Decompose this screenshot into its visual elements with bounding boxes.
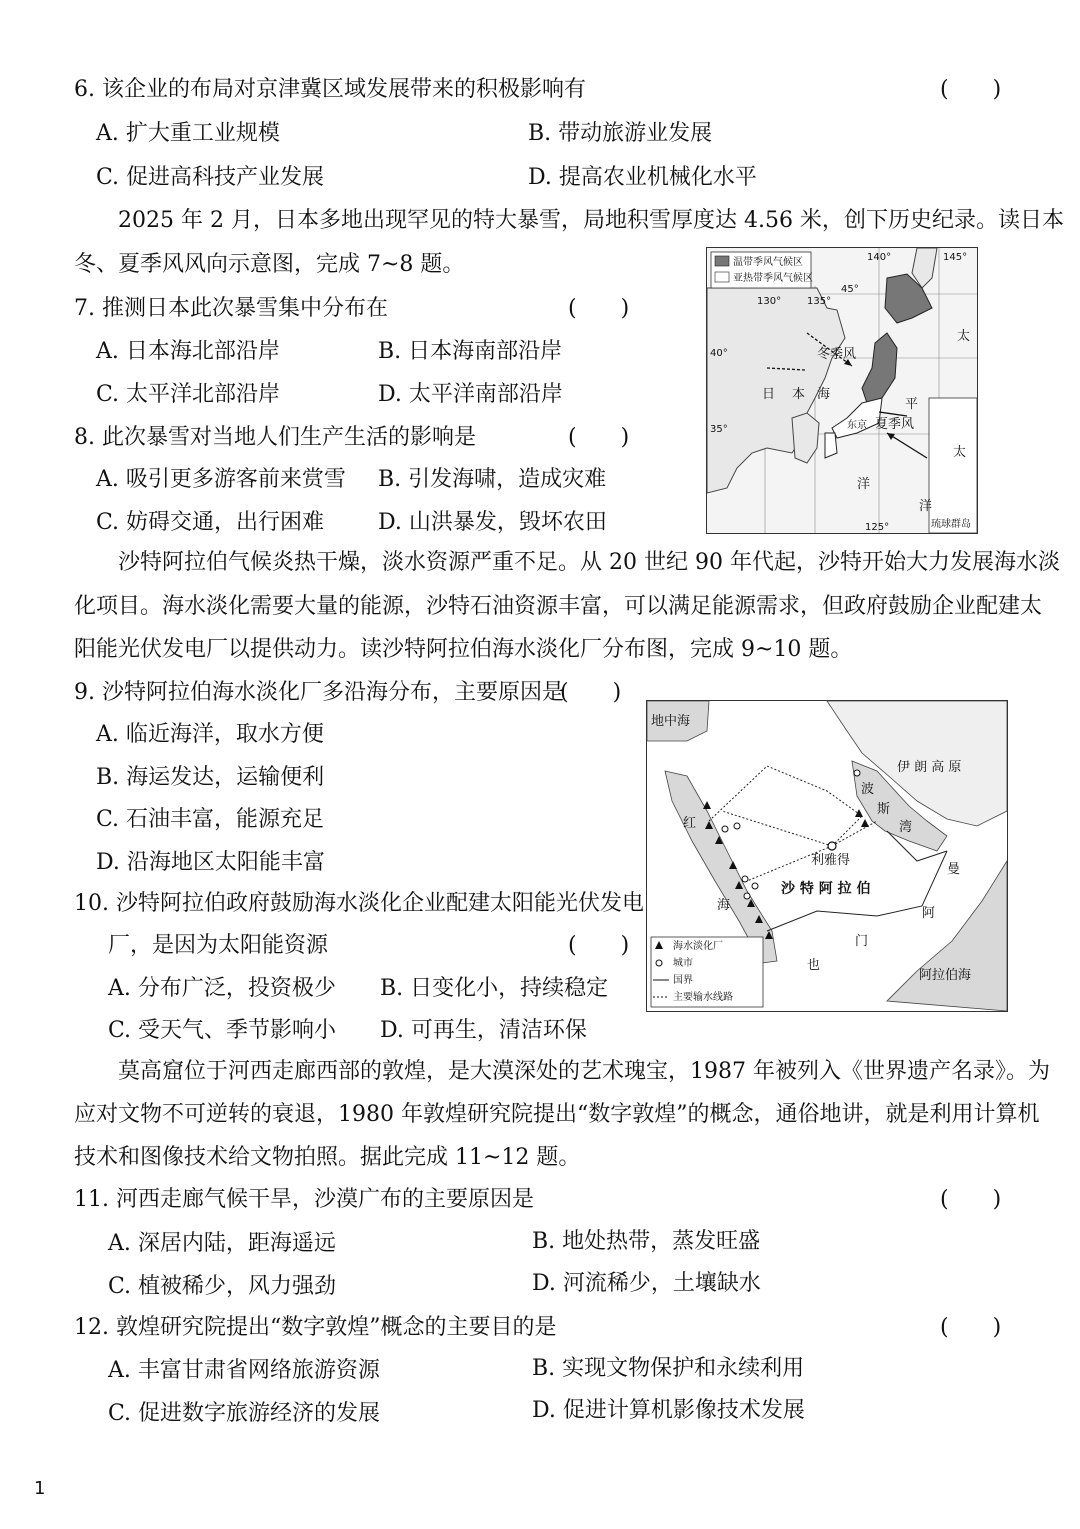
gulf-char-bo: 波 bbox=[861, 782, 875, 797]
q11-option-b[interactable]: B. 地处热带，蒸发旺盛 bbox=[532, 1229, 761, 1254]
legend-city-symbol bbox=[656, 960, 662, 966]
gulf-char-wan: 湾 bbox=[899, 820, 913, 835]
winter-wind-label: 冬季风 bbox=[817, 347, 857, 362]
inset-yang: 洋 bbox=[919, 499, 933, 514]
passage-japan-line1: 2025 年 2 月，日本多地出现罕见的特大暴雪，局地积雪厚度达 4.56 米，创下历史纪录。读日本 bbox=[118, 208, 1064, 233]
legend-temperate-swatch bbox=[715, 256, 729, 266]
summer-wind-label: 夏季风 bbox=[875, 417, 915, 432]
q9-stem: 9. 沙特阿拉伯海水淡化厂多沿海分布，主要原因是 bbox=[74, 680, 564, 705]
q12-option-d[interactable]: D. 促进计算机影像技术发展 bbox=[532, 1398, 805, 1423]
red-sea-char-hai: 海 bbox=[717, 898, 731, 913]
legend-pipeline-label: 主要输水线路 bbox=[673, 992, 733, 1003]
q8-option-c[interactable]: C. 妨碍交通，出行困难 bbox=[96, 510, 325, 535]
q9-option-b[interactable]: B. 海运发达，运输便利 bbox=[96, 765, 325, 790]
riyadh-label: 利雅得 bbox=[811, 853, 851, 868]
japan-map-svg bbox=[707, 248, 977, 533]
pacific-char-3: 洋 bbox=[857, 477, 871, 492]
saudi-desalination-map bbox=[646, 700, 1008, 1012]
q8-option-b[interactable]: B. 引发海啸，造成灾难 bbox=[378, 467, 607, 492]
passage-japan-line2: 冬、夏季风风向示意图，完成 7~8 题。 bbox=[74, 252, 465, 277]
japan-monsoon-map bbox=[706, 247, 978, 534]
tick-140: 140° bbox=[867, 252, 892, 263]
q6-option-d[interactable]: D. 提高农业机械化水平 bbox=[528, 165, 757, 190]
q12-option-a[interactable]: A. 丰富甘肃省网络旅游资源 bbox=[108, 1358, 380, 1383]
passage-saudi-line3: 阳能光伏发电厂以提供动力。读沙特阿拉伯海水淡化厂分布图，完成 9~10 题。 bbox=[74, 637, 853, 662]
passage-dunhuang-line2: 应对文物不可逆转的衰退，1980 年敦煌研究院提出“数字敦煌”的概念，通俗地讲，就是利用计算机 bbox=[74, 1102, 1040, 1127]
sea-of-japan-char-1: 日 bbox=[762, 387, 776, 402]
q6-option-a[interactable]: A. 扩大重工业规模 bbox=[96, 121, 280, 146]
page-number: 1 bbox=[34, 1478, 46, 1499]
legend-temperate-label: 温带季风气候区 bbox=[733, 257, 803, 268]
q7-option-d[interactable]: D. 太平洋南部沿岸 bbox=[378, 382, 563, 407]
q6-answer-bracket[interactable]: ( ) bbox=[940, 77, 1002, 102]
passage-dunhuang-line1: 莫高窟位于河西走廊西部的敦煌，是大漠深处的艺术瑰宝，1987 年被列入《世界遗产名录》。为 bbox=[118, 1059, 1050, 1084]
q8-answer-bracket[interactable]: ( ) bbox=[568, 425, 630, 450]
q11-option-d[interactable]: D. 河流稀少，土壤缺水 bbox=[532, 1271, 761, 1296]
sea-of-japan-char-2: 本 bbox=[792, 387, 806, 402]
q10-option-a[interactable]: A. 分布广泛，投资极少 bbox=[108, 976, 336, 1001]
legend-plant-label: 海水淡化厂 bbox=[673, 941, 723, 952]
legend-subtropical-label: 亚热带季风气候区 bbox=[733, 273, 813, 284]
q11-option-c[interactable]: C. 植被稀少，风力强劲 bbox=[108, 1274, 337, 1299]
legend-border-label: 国界 bbox=[673, 975, 693, 986]
saudi-label: 沙 特 阿 拉 伯 bbox=[781, 881, 871, 897]
q11-answer-bracket[interactable]: ( ) bbox=[940, 1187, 1002, 1212]
pacific-char-2: 平 bbox=[905, 397, 919, 412]
q11-option-a[interactable]: A. 深居内陆，距海遥远 bbox=[108, 1231, 336, 1256]
riyadh-marker bbox=[828, 842, 836, 850]
summer-wind-arrow-2 bbox=[879, 412, 907, 416]
q6-stem: 6. 该企业的布局对京津冀区域发展带来的积极影响有 bbox=[74, 77, 586, 102]
q10-option-c[interactable]: C. 受天气、季节影响小 bbox=[108, 1018, 337, 1043]
q7-option-a[interactable]: A. 日本海北部沿岸 bbox=[96, 339, 280, 364]
q9-option-a[interactable]: A. 临近海洋，取水方便 bbox=[96, 722, 324, 747]
q12-option-b[interactable]: B. 实现文物保护和永续利用 bbox=[532, 1356, 805, 1381]
q12-stem: 12. 敦煌研究院提出“数字敦煌”概念的主要目的是 bbox=[74, 1315, 557, 1340]
ryukyu-label: 琉球群岛 bbox=[931, 519, 971, 530]
q12-option-c[interactable]: C. 促进数字旅游经济的发展 bbox=[108, 1401, 381, 1426]
q10-stem-line1: 10. 沙特阿拉伯政府鼓励海水淡化企业配建太阳能光伏发电 bbox=[74, 891, 644, 916]
legend-subtropical-swatch bbox=[715, 272, 729, 282]
tick-40: 40° bbox=[710, 348, 728, 359]
tick-45: 45° bbox=[841, 284, 859, 295]
gulf-char-si: 斯 bbox=[877, 802, 891, 817]
q10-answer-bracket[interactable]: ( ) bbox=[568, 933, 630, 958]
inset-tai: 太 bbox=[953, 445, 967, 460]
tick-135: 135° bbox=[807, 296, 832, 307]
tick-125: 125° bbox=[865, 522, 890, 533]
legend-city-label: 城市 bbox=[673, 958, 693, 969]
ryukyu-inset bbox=[929, 398, 977, 533]
passage-saudi-line1: 沙特阿拉伯气候炎热干燥，淡水资源严重不足。从 20 世纪 90 年代起，沙特开始大力发展海水淡 bbox=[118, 550, 1060, 575]
arabian-sea-label: 阿拉伯海 bbox=[919, 968, 972, 983]
passage-dunhuang-line3: 技术和图像技术给文物拍照。据此完成 11~12 题。 bbox=[74, 1145, 581, 1170]
honshu-north bbox=[862, 333, 897, 403]
oman-char-1: 曼 bbox=[947, 862, 961, 877]
q6-option-c[interactable]: C. 促进高科技产业发展 bbox=[96, 165, 325, 190]
tokyo-label: 东京 bbox=[847, 420, 867, 431]
q8-option-d[interactable]: D. 山洪暴发，毁坏农田 bbox=[378, 510, 607, 535]
q9-option-c[interactable]: C. 石油丰富，能源充足 bbox=[96, 807, 325, 832]
pacific-char-1: 太 bbox=[957, 329, 971, 344]
q8-stem: 8. 此次暴雪对当地人们生产生活的影响是 bbox=[74, 425, 476, 450]
q10-stem-line2: 厂，是因为太阳能资源 bbox=[108, 933, 329, 958]
tick-35: 35° bbox=[710, 424, 728, 435]
med-label: 地中海 bbox=[651, 714, 691, 729]
passage-saudi-line2: 化项目。海水淡化需要大量的能源，沙特石油资源丰富，可以满足能源需求，但政府鼓励企业配建太 bbox=[74, 594, 1043, 619]
q7-option-c[interactable]: C. 太平洋北部沿岸 bbox=[96, 382, 281, 407]
yemen-char-1: 门 bbox=[855, 934, 869, 949]
q12-answer-bracket[interactable]: ( ) bbox=[940, 1315, 1002, 1340]
q6-option-b[interactable]: B. 带动旅游业发展 bbox=[528, 121, 713, 146]
red-sea-char-hong: 红 bbox=[683, 816, 697, 831]
tick-130: 130° bbox=[757, 296, 782, 307]
kyushu bbox=[825, 433, 837, 458]
sea-of-japan-char-3: 海 bbox=[817, 387, 831, 402]
q7-stem: 7. 推测日本此次暴雪集中分布在 bbox=[74, 296, 388, 321]
saudi-map-svg bbox=[647, 701, 1007, 1011]
q9-option-d[interactable]: D. 沿海地区太阳能丰富 bbox=[96, 850, 325, 875]
q10-option-d[interactable]: D. 可再生，清洁环保 bbox=[380, 1018, 587, 1043]
q7-option-b[interactable]: B. 日本海南部沿岸 bbox=[378, 339, 563, 364]
iran-label: 伊 朗 高 原 bbox=[897, 760, 962, 775]
oman-char-2: 阿 bbox=[922, 906, 936, 921]
q9-answer-bracket[interactable]: ( ) bbox=[560, 680, 622, 705]
q8-option-a[interactable]: A. 吸引更多游客前来赏雪 bbox=[96, 467, 346, 492]
tick-145: 145° bbox=[943, 252, 968, 263]
q7-answer-bracket[interactable]: ( ) bbox=[568, 296, 630, 321]
yemen-char-2: 也 bbox=[807, 958, 821, 973]
q10-option-b[interactable]: B. 日变化小，持续稳定 bbox=[380, 976, 609, 1001]
q11-stem: 11. 河西走廊气候干旱，沙漠广布的主要原因是 bbox=[74, 1187, 534, 1212]
